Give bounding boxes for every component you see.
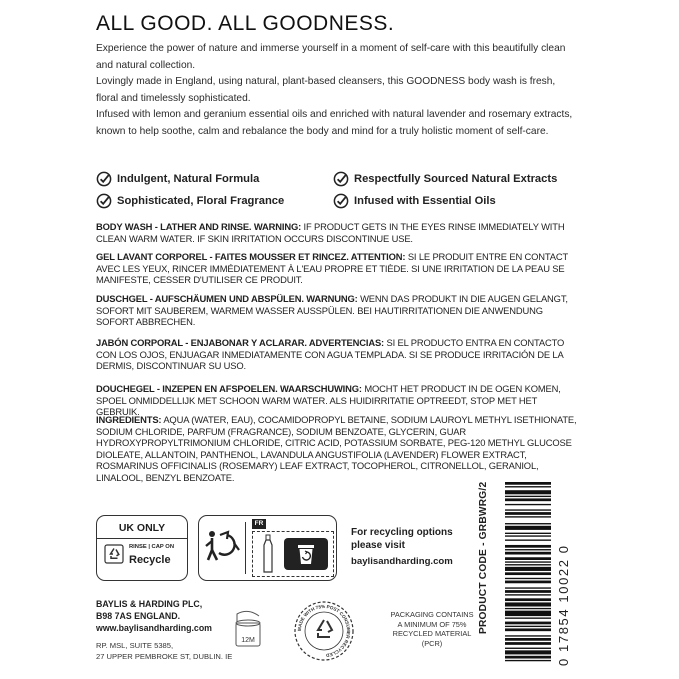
warning-body: MOCHT HET PRODUCT IN DE OGEN KOMEN, SPOEL ONMIDDELLIJK MET SCHOON WARM WATER. ALS HUIDIRRITATIE OPTREEDT, STOP MET HET GEBRUIK. [96,383,561,418]
company-name: BAYLIS & HARDING PLC, [96,599,203,609]
packaging-line: RECYCLED MATERIAL (PCR) [392,629,472,648]
barcode-bar [505,526,551,530]
barcode-bar [505,496,551,497]
pcr-seal-label: MADE WITH 75% POST CONSUMER RECYCLED [296,603,352,658]
warning-de [96,293,582,328]
barcode-bar [505,638,551,641]
barcode-bar [505,486,551,487]
feature-label: Respectfully Sourced Natural Extracts [354,173,558,185]
check-circle-icon [96,193,112,209]
page-title: ALL GOOD. ALL GOODNESS. [96,12,395,35]
divider [245,522,246,574]
barcode-bar [505,626,551,627]
rinse-cap-label: RINSE | CAP ON [129,544,174,550]
feature-label: Infused with Essential Oils [354,195,496,207]
barcode-bar [505,648,551,649]
barcode-bar [505,578,551,579]
recycling-info [351,526,453,552]
barcode-bar [505,552,551,555]
barcode-bar [505,533,551,534]
bottle-icon [259,534,277,574]
product-code-label: PRODUCT CODE - GRBWRG/2 [478,481,489,634]
address-line: 27 UPPER PEMBROKE ST, DUBLIN. IE [96,652,233,661]
barcode-digits: 0 17854 10022 0 [556,544,571,666]
intro-paragraph: Infused with lemon and geranium essential oils and enriched with natural lavender and rosemary extracts, known to help soothe, calm and rebalance the body and mind for a truly holistic moment of self-care. [96,109,573,137]
divider [97,538,187,539]
barcode-bar [505,549,551,550]
warning-heading: BODY WASH - LATHER AND RINSE. WARNING: [96,221,302,232]
uk-recycle-box [96,515,188,581]
warning-es [96,337,582,372]
company-info [96,598,212,635]
barcode-bar [505,516,551,517]
barcode-bar [505,557,551,560]
barcode-bar [505,611,551,616]
check-circle-icon [333,171,349,187]
recycling-bin-icon [295,542,317,566]
barcode-bar [505,590,551,593]
triman-icon [203,526,245,568]
intro-paragraph: Lovingly made in England, using natural, plant-based cleansers, this GOODNESS body wash is fresh, floral and timelessly sophisticated. [96,76,556,104]
intro-text [96,41,576,141]
barcode-bar [505,567,551,571]
barcode-bar [505,660,551,661]
barcode-bar [505,572,551,575]
barcode-bar [505,509,551,510]
feature-item [333,171,557,187]
packaging-note [389,610,475,648]
feature-label: Sophisticated, Floral Fragrance [117,195,285,207]
barcode-bar [505,482,551,485]
barcode-bar [505,504,551,505]
warning-heading: JABÓN CORPORAL - ENJABONAR Y ACLARAR. ADVERTENCIAS: [96,337,385,348]
warning-nl [96,383,582,418]
barcode-bar [505,650,551,654]
warning-fr [96,251,582,286]
pao-jar-icon [233,610,263,650]
ingredients-heading: INGREDIENTS: [96,414,162,425]
warning-heading: DUSCHGEL - AUFSCHÄUMEN UND ABSPÜLEN. WARNUNG: [96,293,358,304]
check-circle-icon [96,171,112,187]
intro-paragraph: Experience the power of nature and immerse yourself in a moment of self-care with this beautifully clean and natural collection. [96,43,566,71]
warning-heading: GEL LAVANT CORPOREL - FAITES MOUSSER ET RINCEZ. ATTENTION: [96,251,406,262]
barcode-bar [505,490,551,494]
warning-body: WENN DAS PRODUKT IN DIE AUGEN GELANGT, SOFORT MIT SAUBEREM, WARMEM WASSER AUSSPÜLEN. BEI HAUTIRRITATIONEN DIE ANWENDUNG SOFORT ABBRECHEN. [96,293,568,328]
recycling-line: please visit [351,540,405,551]
barcode-bar [505,608,551,609]
feature-item [333,193,496,209]
barcode-bar [505,656,551,659]
ingredients [96,414,582,484]
address-line: RP. MSL, SUITE 5385, [96,641,174,650]
warning-body: SI EL PRODUCTO ENTRA EN CONTACTO CON LOS OJOS, ENJUAGAR INMEDIATAMENTE CON AGUA TEMPLADA. SI SE PRODUCE IRRITACIÓN DE LA DERMIS, DISCONTINUAR SU USO. [96,337,565,372]
barcode-bar [505,587,551,588]
recycling-url[interactable]: baylisandharding.com [351,556,453,567]
feature-item [96,171,259,187]
eu-address [96,640,232,662]
warning-body: SI LE PRODUIT ENTRE EN CONTACT AVEC LES YEUX, RINCER IMMÉDIATEMENT À L'EAU PROPRE ET TIÈDE. SI UNE IRRITATION DE LA PEAU SE MANIFESTE, CESSER D'UTILISER CE PRODUIT. [96,251,568,286]
barcode-bar [505,642,551,645]
barcode-bar [505,545,551,548]
packaging-line: PACKAGING CONTAINS [390,610,474,619]
packaging-line: A MINIMUM OF 75% [397,619,467,629]
barcode-bar [505,598,551,601]
barcode-bar [505,628,551,631]
recycle-label: Recycle [129,554,171,566]
triman-box [198,515,337,581]
barcode-bar [505,561,551,562]
barcode-bar [505,617,551,618]
barcode-bar [505,622,551,625]
product-code [478,482,498,634]
barcode-bar [505,564,551,565]
barcode-bar [505,539,551,540]
feature-item [96,193,284,209]
check-circle-icon [333,193,349,209]
barcode-bar [505,535,551,536]
recycle-loop-icon [104,544,124,564]
barcode-bar [505,498,551,501]
warning-body: IF PRODUCT GETS IN THE EYES RINSE IMMEDIATELY WITH CLEAN WARM WATER. IF SKIN IRRITATION OCCURS DISCONTINUE USE. [96,221,565,244]
company-website[interactable]: www.baylisandharding.com [96,623,213,634]
pcr-seal-icon [293,600,355,662]
barcode-bar [505,512,551,515]
barcode-bar [505,581,551,584]
warning-en [96,221,582,244]
barcode-bar [505,523,551,524]
ingredients-list: AQUA (WATER, EAU), COCAMIDOPROPYL BETAINE, SODIUM LAUROYL METHYL ISETHIONATE, SODIUM CHLORIDE, PARFUM (FRAGRANCE), SODIUM BENZOATE, GLYCERIN, GUAR HYDROXYPROPYLTRIMONIUM CHLORIDE, CITRIC ACID, POTASSIUM SORBATE, PEG-120 METHYL GLUCOSE DIOLEATE, ALLANTOIN, PANTHENOL, LAVANDULA ANGUSTIFOLIA (LAVENDER) FLOWER EXTRACT, ROSMARINUS OFFICINALIS (ROSEMARY) LEAF EXTRACT, TOCOPHEROL, CITRONELLOL, GERANIOL, LINALOOL, BENZYL BENZOATE. [96,414,577,483]
warning-heading: DOUCHEGEL - INZEPEN EN AFSPOELEN. WAARSCHUWING: [96,383,362,394]
fr-badge: FR [252,519,266,529]
recycling-line: For recycling options [351,527,453,538]
company-postcode: B98 7AS ENGLAND. [96,611,181,622]
feature-label: Indulgent, Natural Formula [117,173,260,185]
barcode-bar [505,594,551,595]
pao-label: 12M [241,637,255,644]
barcode-number [556,480,574,666]
barcode-bar [505,602,551,606]
uk-only-label: UK ONLY [118,522,166,534]
barcode [505,480,551,666]
barcode-bar [505,635,551,636]
